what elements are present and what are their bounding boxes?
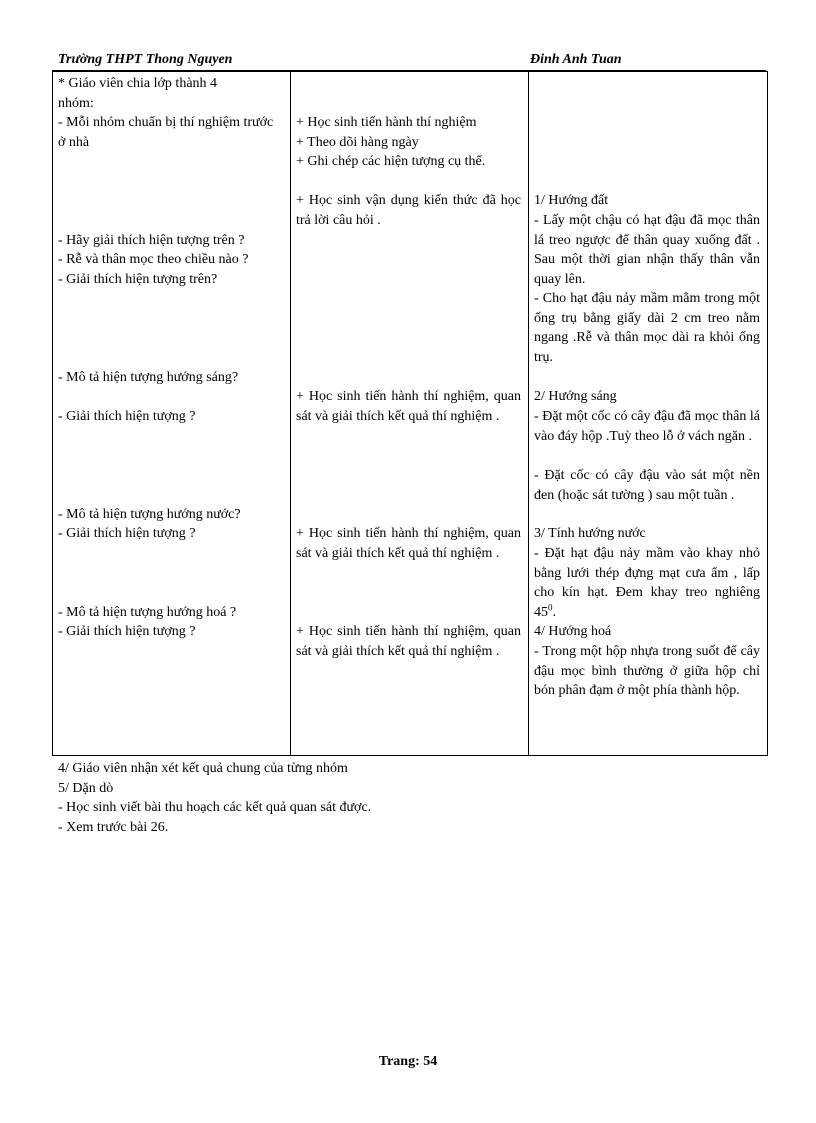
content-paragraph: - Cho hạt đậu nảy mầm mằm trong một ống trụ bằng giấy dài 2 cm treo nằm ngang .Rễ và thân mọc dài ra khỏi ống trụ.	[534, 291, 760, 365]
content-paragraph	[534, 544, 760, 622]
note-line: 4/ Giáo viên nhận xét kết quả chung của từng nhóm	[58, 761, 348, 776]
degree-sup: 0	[548, 601, 553, 612]
school-name: Trường THPT Thong Nguyen	[58, 52, 233, 67]
section-heading: 4/ Hướng hoá	[534, 624, 612, 639]
teacher-question: - Giải thích hiện tượng ?	[58, 409, 196, 424]
note-line: - Học sinh viết bài thu hoạch các kết quả quan sát được.	[58, 800, 372, 815]
content-paragraph: - Đặt cốc có cây đậu vào sát một nền đen (hoặc sát tường ) sau một tuần .	[534, 468, 760, 503]
angle-value: 45	[534, 604, 548, 620]
content-paragraph: - Lấy một chậu có hạt đậu đã mọc thân lá treo ngược để thân quay xuống đất . Sau một thời gian nhận thấy thân vẫn quay lên.	[534, 213, 760, 287]
note-line: 5/ Dặn dò	[58, 780, 114, 796]
teacher-question: - Giải thích hiện tượng ?	[58, 526, 196, 541]
teacher-activity-column	[53, 72, 291, 756]
page-header	[58, 52, 766, 70]
content-paragraph: - Trong một hộp nhựa trong suốt để cây đậu mọc bình thường ở giữa hộp chỉ bón phân đạm ở một phía thành hộp.	[534, 644, 760, 698]
teacher-question: - Mô tả hiện tượng hướng sáng?	[58, 370, 239, 385]
teacher-question: - Giải thích hiện tượng ?	[58, 624, 196, 639]
section-heading: 2/ Hướng sáng	[534, 389, 617, 404]
content-text: - Đặt hạt đậu nảy mầm vào khay nhỏ bằng lưới thép đựng mạt cưa ẩm , lấp cho kín hạt. Đem khay treo nghiêng	[534, 546, 760, 600]
student-activity: + Học sinh tiến hành thí nghiệm, quan sát và giải thích kết quả thí nghiệm .	[296, 526, 521, 561]
student-activity-column	[291, 72, 529, 756]
teacher-prepare: - Mỗi nhóm chuẩn bị thí nghiệm trước ở nhà	[58, 115, 274, 150]
table-row	[53, 72, 768, 756]
content-paragraph: - Đặt một cốc có cây đậu đã mọc thân lá vào đáy hộp .Tuỳ theo lỗ ở vách ngăn .	[534, 409, 760, 444]
after-table-notes	[58, 759, 371, 837]
content-column	[529, 72, 768, 756]
teacher-question: - Rễ và thân mọc theo chiều nào ?	[58, 252, 249, 267]
period: .	[552, 604, 556, 620]
teacher-intro: * Giáo viên chia lớp thành 4 nhóm:	[58, 76, 218, 111]
teacher-question: - Giải thích hiện tượng trên?	[58, 272, 218, 287]
section-heading: 1/ Hướng đất	[534, 193, 609, 208]
section-heading: 3/ Tính hướng nước	[534, 526, 646, 541]
student-activity: + Học sinh tiến hành thí nghiệm, quan sát và giải thích kết quả thí nghiệm .	[296, 624, 521, 659]
note-line: - Xem trước bài 26.	[58, 819, 169, 835]
student-activity: + Theo dõi hàng ngày	[296, 135, 419, 150]
lesson-table	[52, 71, 768, 756]
student-activity: + Học sinh tiến hành thí nghiệm, quan sát và giải thích kết quả thí nghiệm .	[296, 389, 521, 424]
student-activity: + Học sinh tiến hành thí nghiệm	[296, 115, 477, 130]
author-name: Đinh Anh Tuan	[530, 52, 622, 67]
page-number: Trang: 54	[378, 1054, 438, 1069]
teacher-question: - Mô tả hiện tượng hướng nước?	[58, 507, 241, 522]
student-activity: + Học sinh vận dụng kiến thức đã học trả lời câu hỏi .	[296, 193, 521, 228]
teacher-question: - Mô tả hiện tượng hướng hoá ?	[58, 605, 237, 620]
teacher-question: - Hãy giải thích hiện tượng trên ?	[58, 233, 245, 248]
student-activity: + Ghi chép các hiện tượng cụ thể.	[296, 154, 486, 169]
